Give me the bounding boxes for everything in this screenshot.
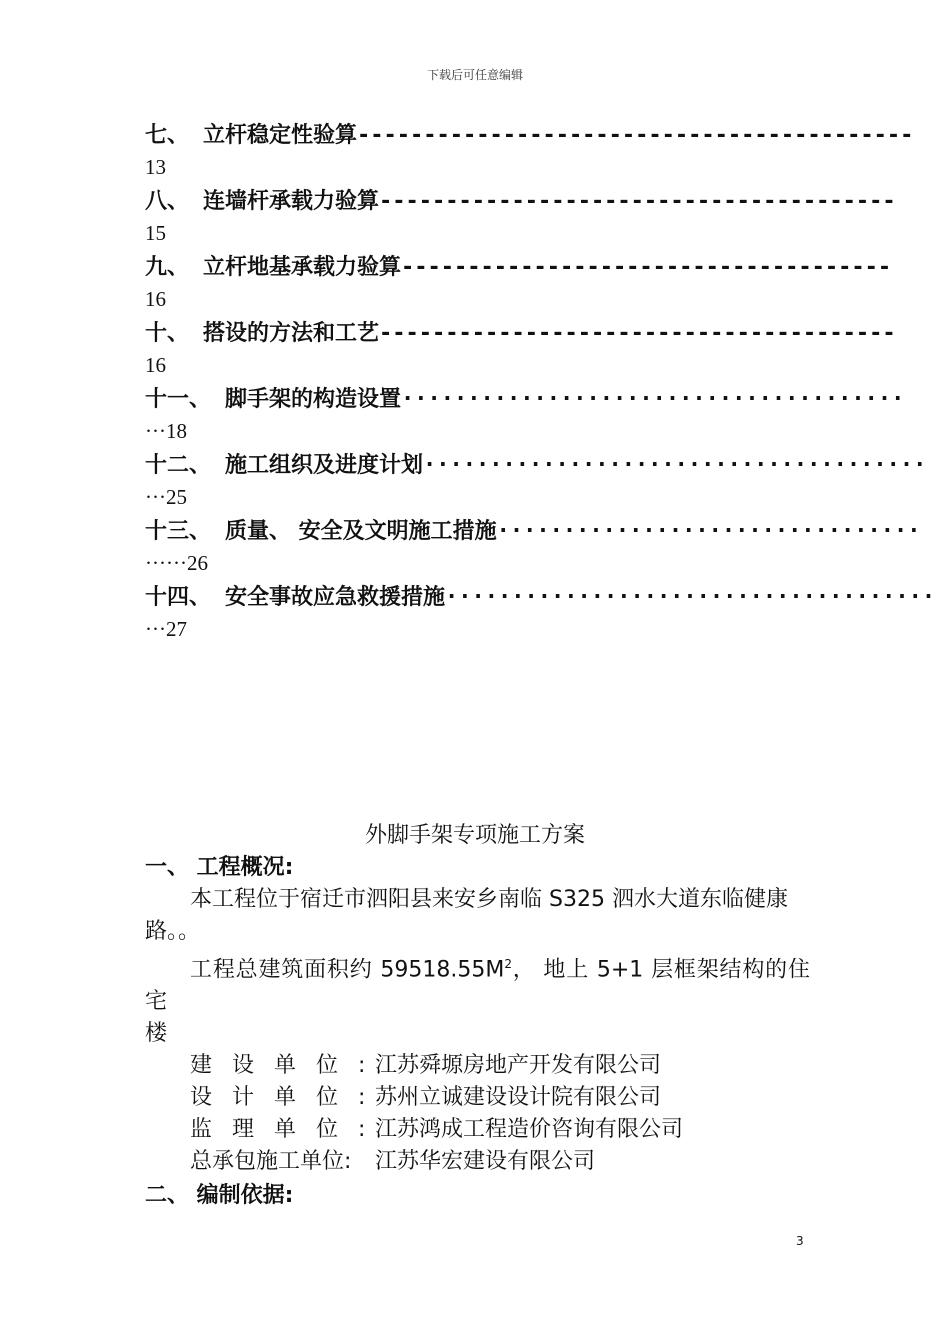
- unit-value: 苏州立诚建设设计院有限公司: [375, 1085, 662, 1111]
- toc-entry-10[interactable]: [145, 316, 896, 382]
- toc-number: 十四、: [145, 585, 212, 610]
- toc-page: ···27: [145, 617, 187, 641]
- toc-leader: ·····································: [445, 585, 936, 610]
- paragraph-location: 本工程位于宿迁市泗阳县来安乡南临 S325 泗水大道东临健康: [190, 887, 788, 912]
- toc-entry-11[interactable]: [145, 382, 905, 448]
- page-header: 下载后可任意编辑: [426, 68, 523, 82]
- toc-page: 16: [145, 287, 166, 311]
- page-number: 3: [796, 1234, 804, 1248]
- toc-page: ···25: [145, 485, 187, 509]
- toc-number: 十、: [145, 321, 190, 346]
- table-of-contents: [145, 118, 936, 646]
- toc-leader: -------------------------------------: [401, 255, 892, 280]
- toc-title: 立杆地基承载力验算: [203, 255, 402, 280]
- toc-entry-9[interactable]: [145, 250, 892, 316]
- unit-value: 江苏舜塬房地产开发有限公司: [375, 1053, 662, 1079]
- section-heading: 二、 编制依据:: [145, 1183, 294, 1208]
- unit-label: 监理单位:: [190, 1117, 386, 1143]
- toc-title: 质量、 安全及文明施工措施: [225, 519, 497, 544]
- unit-label: 设计单位:: [190, 1085, 386, 1111]
- unit-label: 建设单位:: [190, 1053, 386, 1079]
- toc-page: 15: [145, 221, 166, 245]
- section-basis: [145, 1180, 810, 1212]
- unit-value: 江苏鸿成工程造价咨询有限公司: [375, 1117, 684, 1143]
- toc-title: 脚手架的构造设置: [225, 387, 402, 412]
- toc-number: 八、: [145, 189, 190, 214]
- toc-title: 连墙杆承载力验算: [203, 189, 380, 214]
- toc-entry-12[interactable]: [145, 448, 927, 514]
- toc-leader: ------------------------------------------: [357, 123, 914, 148]
- toc-page: ···18: [145, 419, 187, 443]
- toc-number: 七、: [145, 123, 190, 148]
- unit-row-supervisor: [145, 1114, 810, 1146]
- section-heading: 一、 工程概况:: [145, 855, 294, 880]
- toc-title: 搭设的方法和工艺: [203, 321, 380, 346]
- toc-number: 十三、: [145, 519, 212, 544]
- toc-page: 16: [145, 353, 166, 377]
- toc-leader: ---------------------------------------: [379, 189, 896, 214]
- unit-label: 总承包施工单位:: [190, 1149, 352, 1175]
- toc-page: 13: [145, 155, 166, 179]
- toc-number: 九、: [145, 255, 190, 280]
- toc-title: 施工组织及进度计划: [225, 453, 424, 478]
- unit-row-designer: [145, 1082, 810, 1114]
- paragraph-area-cont: 楼: [145, 1021, 168, 1047]
- toc-entry-7[interactable]: [145, 118, 914, 184]
- unit-row-developer: [145, 1050, 810, 1082]
- unit-row-contractor: [145, 1146, 810, 1178]
- document-title: 外脚手架专项施工方案: [364, 823, 585, 848]
- superscript: 2: [504, 957, 512, 971]
- toc-entry-13[interactable]: [145, 514, 921, 580]
- toc-number: 十二、: [145, 453, 212, 478]
- toc-leader: ······································: [423, 453, 927, 478]
- toc-leader: ---------------------------------------: [379, 321, 896, 346]
- toc-title: 立杆稳定性验算: [203, 123, 358, 148]
- paragraph-location-cont: 路。。: [145, 919, 201, 944]
- toc-leader: ································: [496, 519, 921, 544]
- toc-leader: ······································: [401, 387, 905, 412]
- toc-title: 安全事故应急救援措施: [225, 585, 446, 610]
- section-project-overview: [145, 852, 810, 1178]
- toc-page: ······26: [145, 551, 208, 575]
- paragraph-area: 工程总建筑面积约 $59518.55M^2$， 地上 5+1 层框架结构的住宅: [145, 957, 810, 1015]
- unit-value: 江苏华宏建设有限公司: [375, 1149, 596, 1175]
- toc-entry-8[interactable]: [145, 184, 896, 250]
- toc-entry-14[interactable]: [145, 580, 936, 646]
- toc-number: 十一、: [145, 387, 212, 412]
